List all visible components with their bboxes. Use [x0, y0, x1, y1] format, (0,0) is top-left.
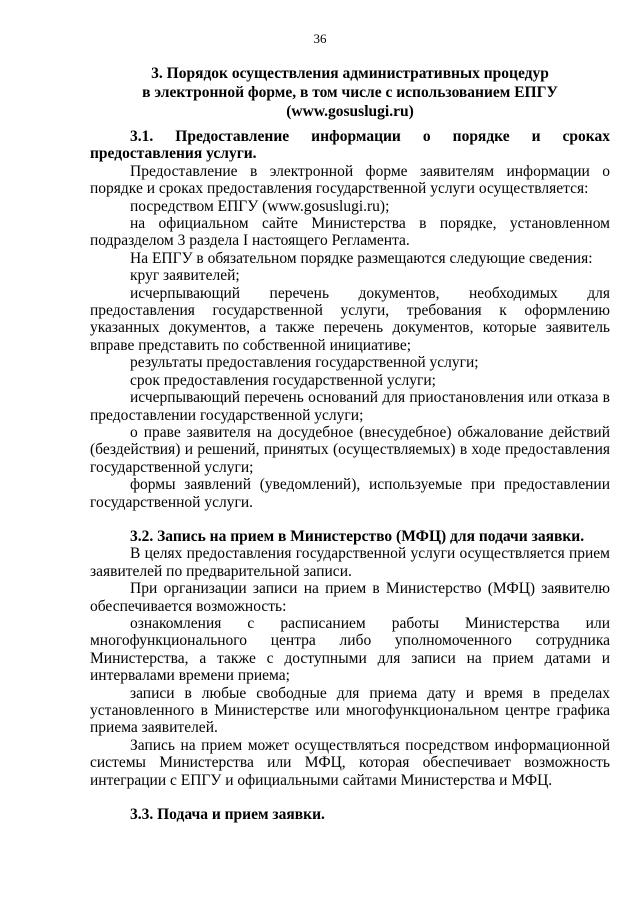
paragraph: Предоставление в электронной форме заявителям информации о порядке и сроках предоставления государственной услуги осуществляется: [90, 162, 610, 198]
list-item: о праве заявителя на досудебное (внесудебное) обжалование действий (бездействия) и решений, принятых (осуществляемых) в ходе предоставления государственной услуги; [90, 423, 610, 476]
chapter-title-line: в электронной форме, в том числе с использованием ЕПГУ [142, 84, 558, 101]
list-item: исчерпывающий перечень оснований для приостановления или отказа в предоставлении государственной услуги; [90, 389, 610, 424]
list-item: посредством ЕПГУ (www.gosuslugi.ru); [130, 197, 390, 215]
list-item: круг заявителей; [130, 267, 240, 285]
list-item: исчерпывающий перечень документов, необходимых для предоставления государственной услуги, требования к оформлению указанных документов, а также перечень документов, которые заявитель вправе представить по собственной инициативе; [90, 284, 610, 354]
paragraph: В целях предоставления государственной услуги осуществляется прием заявителей по предварительной записи. [90, 545, 610, 580]
chapter-title-line: 3. Порядок осуществления административных процедур [151, 65, 549, 82]
chapter-title [120, 64, 580, 121]
list-item: записи в любые свободные для приема дату и время в пределах установленного в Министерстве или многофункциональном центре графика приема заявителей. [90, 684, 610, 737]
paragraph: При организации записи на прием в Министерство (МФЦ) заявителю обеспечивается возможность: [90, 580, 610, 615]
list-item: срок предоставления государственной услуги; [130, 371, 436, 389]
section-heading: 3.1. Предоставление информации о порядке и сроках предоставления услуги. [90, 128, 610, 163]
section-heading: 3.3. Подача и прием заявки. [130, 806, 325, 823]
list-item: формы заявлений (уведомлений), используемые при предоставлении государственной услуги. [90, 476, 610, 511]
list-item: результаты предоставления государственной услуги; [130, 354, 479, 372]
section-3-1 [90, 128, 610, 511]
section-heading: 3.2. Запись на прием в Министерство (МФЦ) для подачи заявки. [130, 528, 585, 545]
list-item: ознакомления с расписанием работы Министерства или многофункционального центра либо уполномоченного сотрудника Министерства, а также с доступными для записи на прием датами и интервалами времени приема; [90, 615, 610, 685]
page-number: 36 [313, 31, 327, 46]
chapter-title-line: (www.gosuslugi.ru) [286, 103, 414, 120]
list-item: на официальном сайте Министерства в порядке, установленном подразделом 3 раздела I настоящего Регламента. [90, 215, 610, 250]
section-3-3 [90, 806, 610, 823]
paragraph: Запись на прием может осуществляться посредством информационной системы Министерства или МФЦ, которая обеспечивает возможность интеграции с ЕПГУ и официальными сайтами Министерства и МФЦ. [90, 736, 610, 789]
paragraph: На ЕПГУ в обязательном порядке размещаются следующие сведения: [130, 249, 593, 267]
section-3-2 [90, 528, 610, 789]
